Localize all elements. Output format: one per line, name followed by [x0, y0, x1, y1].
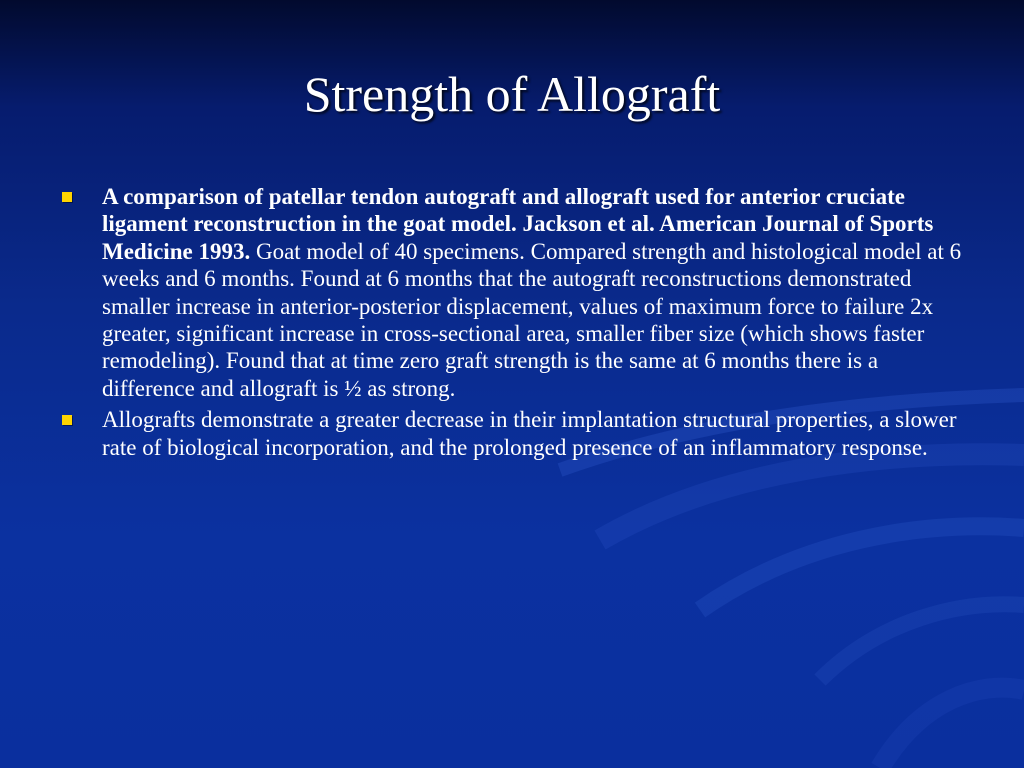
bullet-item	[60, 183, 975, 402]
square-bullet-icon	[62, 192, 72, 202]
bullet-body: Allografts demonstrate a greater decrease in their implantation structural properties, a slower rate of biological incorporation, and the prolonged presence of an inflammatory response.	[102, 407, 957, 460]
slide-title: Strength of Allograft	[303, 66, 721, 122]
bullet-item	[60, 406, 975, 461]
bullet-list	[60, 183, 975, 461]
bullet-body: Goat model of 40 specimens. Compared strength and histological model at 6 weeks and 6 months. Found at 6 months that the autograft reconstructions demonstrated smaller increase in anterior-posterior displacement, values of maximum force to failure 2x greater, significant increase in cross-sectional area, smaller fiber size (which shows faster remodeling). Found that at time zero graft strength is the same at 6 months there is a difference and allograft is ½ as strong.	[102, 238, 962, 401]
bullet-text	[102, 183, 975, 402]
square-bullet-icon	[62, 415, 72, 425]
bullet-text	[102, 406, 975, 461]
bullet-citation: A comparison of patellar tendon autograft and allograft used for anterior cruciate ligament reconstruction in the goat model. Jackson et al. American Journal of Sports Medicine 1993.	[102, 184, 934, 264]
